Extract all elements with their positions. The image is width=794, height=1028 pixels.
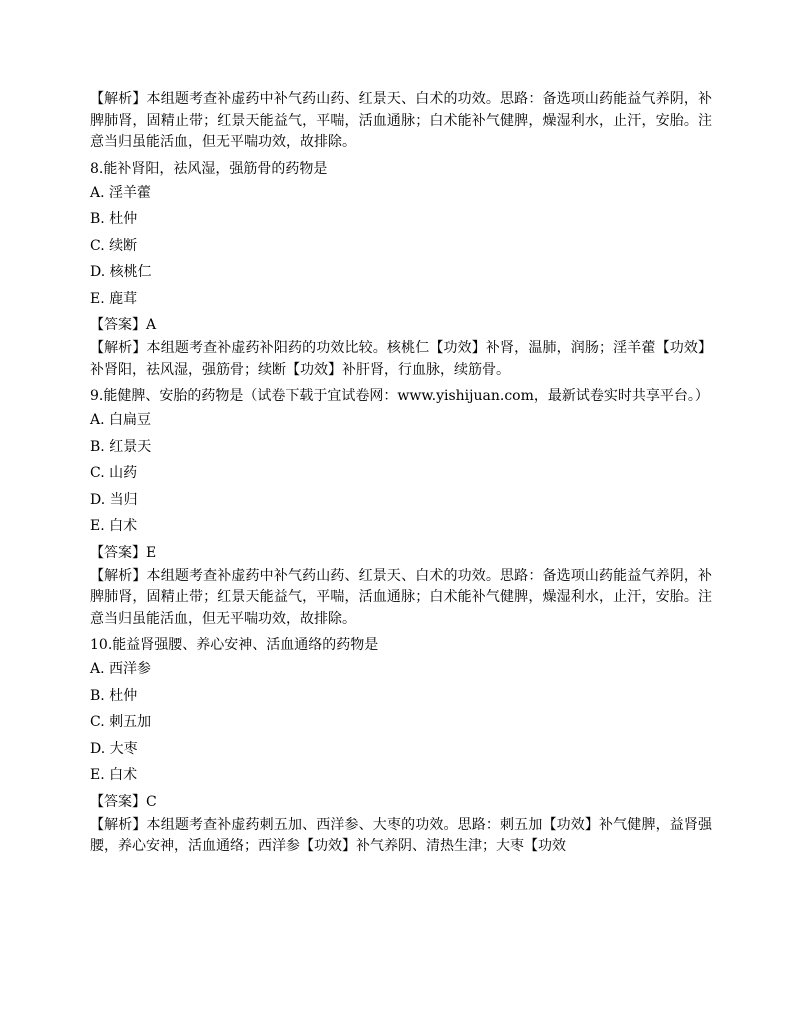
option-b: B. 杜仲 <box>90 211 138 227</box>
answer-line: 【答案】E <box>90 544 157 561</box>
option-d: D. 当归 <box>90 491 138 508</box>
option-e: E. 白术 <box>90 767 138 783</box>
option-e: E. 白术 <box>90 518 138 534</box>
answer-line: 【答案】A <box>90 317 157 333</box>
analysis-paragraph: 【解析】本组题考查补虚药中补气药山药、红景天、白术的功效。思路：备选项山药能益气养阴，补脾肺肾，固精止带；红景天能益气，平喘，活血通脉；白术能补气健脾，燥湿利水，止汗，安胎。注意当归虽能活血，但无平喘功效，故排除。 <box>90 567 712 627</box>
question-8: 8.能补肾阳，祛风湿，强筋骨的药物是 <box>90 160 328 177</box>
option-a: A. 西洋参 <box>90 661 152 677</box>
analysis-paragraph: 【解析】本组题考查补虚药中补气药山药、红景天、白术的功效。思路：备选项山药能益气养阴，补脾肺肾，固精止带；红景天能益气，平喘，活血通脉；白术能补气健脾，燥湿利水，止汗，安胎。注意当归虽能活血，但无平喘功效，故排除。 <box>90 91 712 150</box>
option-e: E. 鹿茸 <box>90 290 138 307</box>
option-d: D. 核桃仁 <box>90 264 152 280</box>
option-b: B. 红景天 <box>90 438 152 455</box>
document-page <box>90 89 712 858</box>
question-9: 9.能健脾、安胎的药物是（试卷下载于宜试卷网：www.yishijuan.com，最新试卷实时共享平台。） <box>90 388 709 404</box>
option-b: B. 杜仲 <box>90 687 138 704</box>
option-c: C. 续断 <box>90 237 138 254</box>
option-c: C. 山药 <box>90 465 138 481</box>
analysis-paragraph: 【解析】本组题考查补虚药刺五加、西洋参、大枣的功效。思路：刺五加【功效】补气健脾，益肾强腰，养心安神，活血通络；西洋参【功效】补气养阴、清热生津；大枣【功效 <box>90 816 712 854</box>
analysis-paragraph: 【解析】本组题考查补虚药补阳药的功效比较。核桃仁【功效】补肾，温肺，润肠；淫羊藿【功效】补肾阳，祛风湿，强筋骨；续断【功效】补肝肾，行血脉，续筋骨。 <box>90 340 712 378</box>
option-a: A. 白扁豆 <box>90 412 152 428</box>
answer-line: 【答案】C <box>90 793 157 810</box>
question-10: 10.能益肾强腰、养心安神、活血通络的药物是 <box>90 637 379 653</box>
option-c: C. 刺五加 <box>90 714 152 730</box>
option-a: A. 淫羊藿 <box>90 184 152 201</box>
option-d: D. 大枣 <box>90 740 138 757</box>
